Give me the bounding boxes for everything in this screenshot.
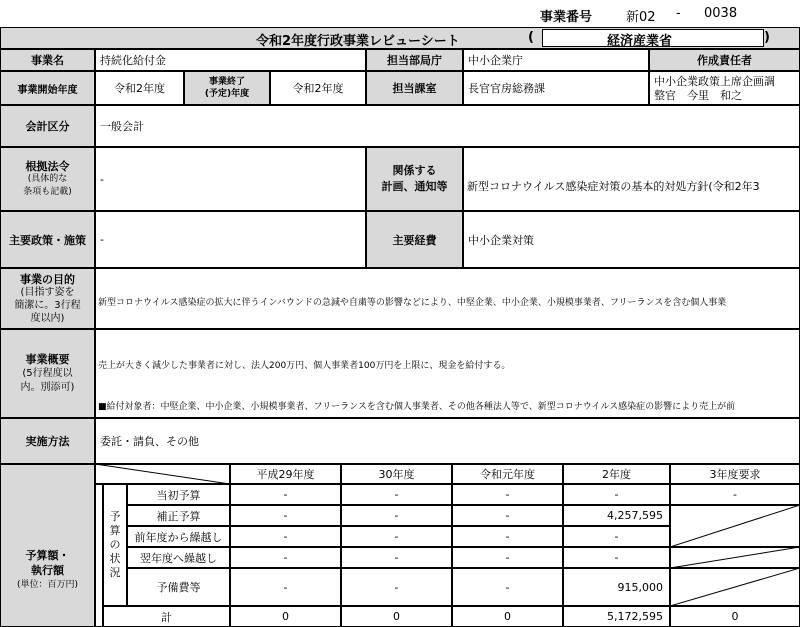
budget-total-cell: 0: [670, 606, 800, 627]
project-name: 持続化給付金: [95, 49, 366, 71]
policy: -: [95, 211, 366, 268]
year-header: 平成29年度: [230, 464, 341, 484]
year-header: 2年度: [563, 464, 670, 484]
year-header: 令和元年度: [452, 464, 563, 484]
start-year: 令和2年度: [95, 71, 184, 105]
end-year: 令和2年度: [270, 71, 366, 105]
budget-cell: -: [341, 484, 452, 505]
request-cell-diagonal: [670, 547, 800, 568]
budget-cell: -: [341, 547, 452, 568]
year-header: 30年度: [341, 464, 452, 484]
budget-cell: -: [230, 505, 341, 526]
overview: [95, 329, 800, 418]
budget-status-char: 状: [109, 552, 121, 565]
expense: 中小企業対策: [463, 211, 800, 268]
overview-label: 事業概要: [25, 352, 70, 366]
budget-cell: -: [230, 526, 341, 547]
business-number-sep: -: [676, 6, 681, 21]
purpose-label: 事業の目的: [20, 272, 75, 286]
year-header: 3年度要求: [670, 464, 800, 484]
ministry-open-paren: (: [528, 30, 534, 45]
budget-cell: -: [452, 547, 563, 568]
budget-total-cell: 0: [230, 606, 341, 627]
budget-cell: -: [563, 484, 670, 505]
account-label: 会計区分: [0, 105, 95, 147]
budget-row-label: 当初予算: [127, 484, 230, 505]
budget-cell: -: [341, 505, 452, 526]
purpose-sub: 度以内): [30, 312, 65, 324]
budget-label-cell: [0, 464, 95, 627]
method-label: 実施方法: [0, 418, 95, 464]
budget-total-cell: 0: [341, 606, 452, 627]
corner-diagonal: [95, 464, 230, 484]
author-line-1: 中小企業政策上席企画調: [654, 75, 775, 88]
business-number-value: 0038: [704, 6, 738, 21]
budget-status-char: の: [109, 538, 121, 551]
plan-label-cell: [366, 147, 463, 211]
start-year-label: 事業開始年度: [0, 71, 95, 105]
section: 長官官房総務課: [463, 71, 649, 105]
account: 一般会計: [95, 105, 800, 147]
ministry-name: 経済産業省: [607, 34, 673, 49]
budget-total-cell: 5,172,595: [563, 606, 670, 627]
budget-row-label: 翌年度へ繰越し: [127, 547, 230, 568]
budget-cell: -: [230, 568, 341, 606]
budget-label-1: 予算額・: [25, 549, 70, 562]
budget-cell: 4,257,595: [563, 505, 670, 526]
overview-line: 売上が大きく減少した事業者に対し、法人200万円、個人事業者100万円を上限に、現金を給付する。: [98, 361, 511, 371]
end-year-label-line-2: (予定)年度: [204, 89, 250, 99]
overview-line: ■給付対象者：中堅企業、中小企業、小規模事業者、フリーランスを含む個人事業者、その他各種法人等で、新型コロナウイルス感染症の影響により売上が前: [98, 401, 736, 412]
budget-cell: -: [452, 484, 563, 505]
expense-label: 主要経費: [366, 211, 463, 268]
budget-cell: 915,000: [563, 568, 670, 606]
budget-cell: -: [563, 526, 670, 547]
budget-status-label: [103, 484, 127, 606]
business-number-label: 事業番号: [540, 10, 593, 25]
law-sub-1: (具体的な: [27, 173, 68, 184]
purpose-line: 新型コロナウイルス感染症の拡大に伴うインバウンドの急減や自粛等の影響などにより、中堅企業、中小企業、小規模事業者、フリーランスを含む個人事業: [98, 298, 727, 308]
overview-sub: 内。別添可): [20, 381, 75, 393]
law-sub-2: 条項も記載): [23, 186, 72, 197]
budget-cell: -: [452, 505, 563, 526]
request-cell-diagonal: [670, 568, 800, 606]
budget-unit: (単位：百万円): [16, 580, 79, 590]
overview-sub: (5行程度以: [22, 367, 73, 379]
budget-status-char: 予: [109, 510, 121, 523]
purpose-label-cell: [0, 268, 95, 329]
author-line-2: 整官 今里 和之: [654, 89, 742, 102]
law: -: [95, 147, 366, 211]
sheet-title: 令和2年度行政事業レビューシート: [256, 34, 460, 49]
request-cell-diagonal: [670, 505, 800, 547]
budget-cell: -: [452, 526, 563, 547]
law-label: 根拠法令: [25, 159, 70, 173]
budget-status-char: 算: [109, 524, 121, 537]
project-name-label: 事業名: [0, 49, 95, 71]
business-number-prefix: 新02: [626, 10, 656, 25]
section-label: 担当課室: [366, 71, 463, 105]
budget-row-label: 前年度から繰越し: [127, 526, 230, 547]
overview-text: [98, 333, 735, 418]
budget-total-cell: 0: [452, 606, 563, 627]
budget-row-label: 予備費等: [127, 568, 230, 606]
budget-row-label: 補正予算: [127, 505, 230, 526]
plan-label-1: 関係する: [392, 164, 437, 177]
purpose: [95, 268, 800, 329]
end-year-label-line-1: 事業終了: [208, 77, 245, 87]
department: 中小企業庁: [463, 49, 649, 71]
purpose-sub: (目指す姿を: [20, 286, 75, 298]
end-year-label: [184, 71, 270, 105]
plan-line: 新型コロナウイルス感染症対策の基本的対処方針(令和2年3: [467, 180, 760, 193]
purpose-text: [98, 271, 727, 329]
policy-label: 主要政策・施策: [0, 211, 95, 268]
budget-cell: -: [341, 568, 452, 606]
budget-row-label: 計: [103, 606, 230, 627]
plan-label-2: 計画、通知等: [381, 180, 448, 193]
department-label: 担当部局庁: [366, 49, 463, 71]
budget-cell: -: [230, 547, 341, 568]
ministry-close-paren: ): [764, 30, 770, 45]
budget-spacer: [95, 484, 103, 627]
overview-label-cell: [0, 329, 95, 418]
plans: [463, 147, 800, 211]
law-label-cell: [0, 147, 95, 211]
purpose-sub: 簡潔に。3行程: [14, 299, 81, 311]
author-label: 作成責任者: [649, 49, 800, 71]
budget-cell: -: [230, 484, 341, 505]
method: 委託・請負、その他: [95, 418, 800, 464]
budget-label-2: 執行額: [31, 564, 64, 577]
budget-cell: -: [670, 484, 800, 505]
author: [649, 71, 800, 105]
budget-cell: -: [563, 547, 670, 568]
budget-cell: -: [341, 526, 452, 547]
budget-cell: -: [452, 568, 563, 606]
budget-status-char: 況: [109, 566, 121, 579]
